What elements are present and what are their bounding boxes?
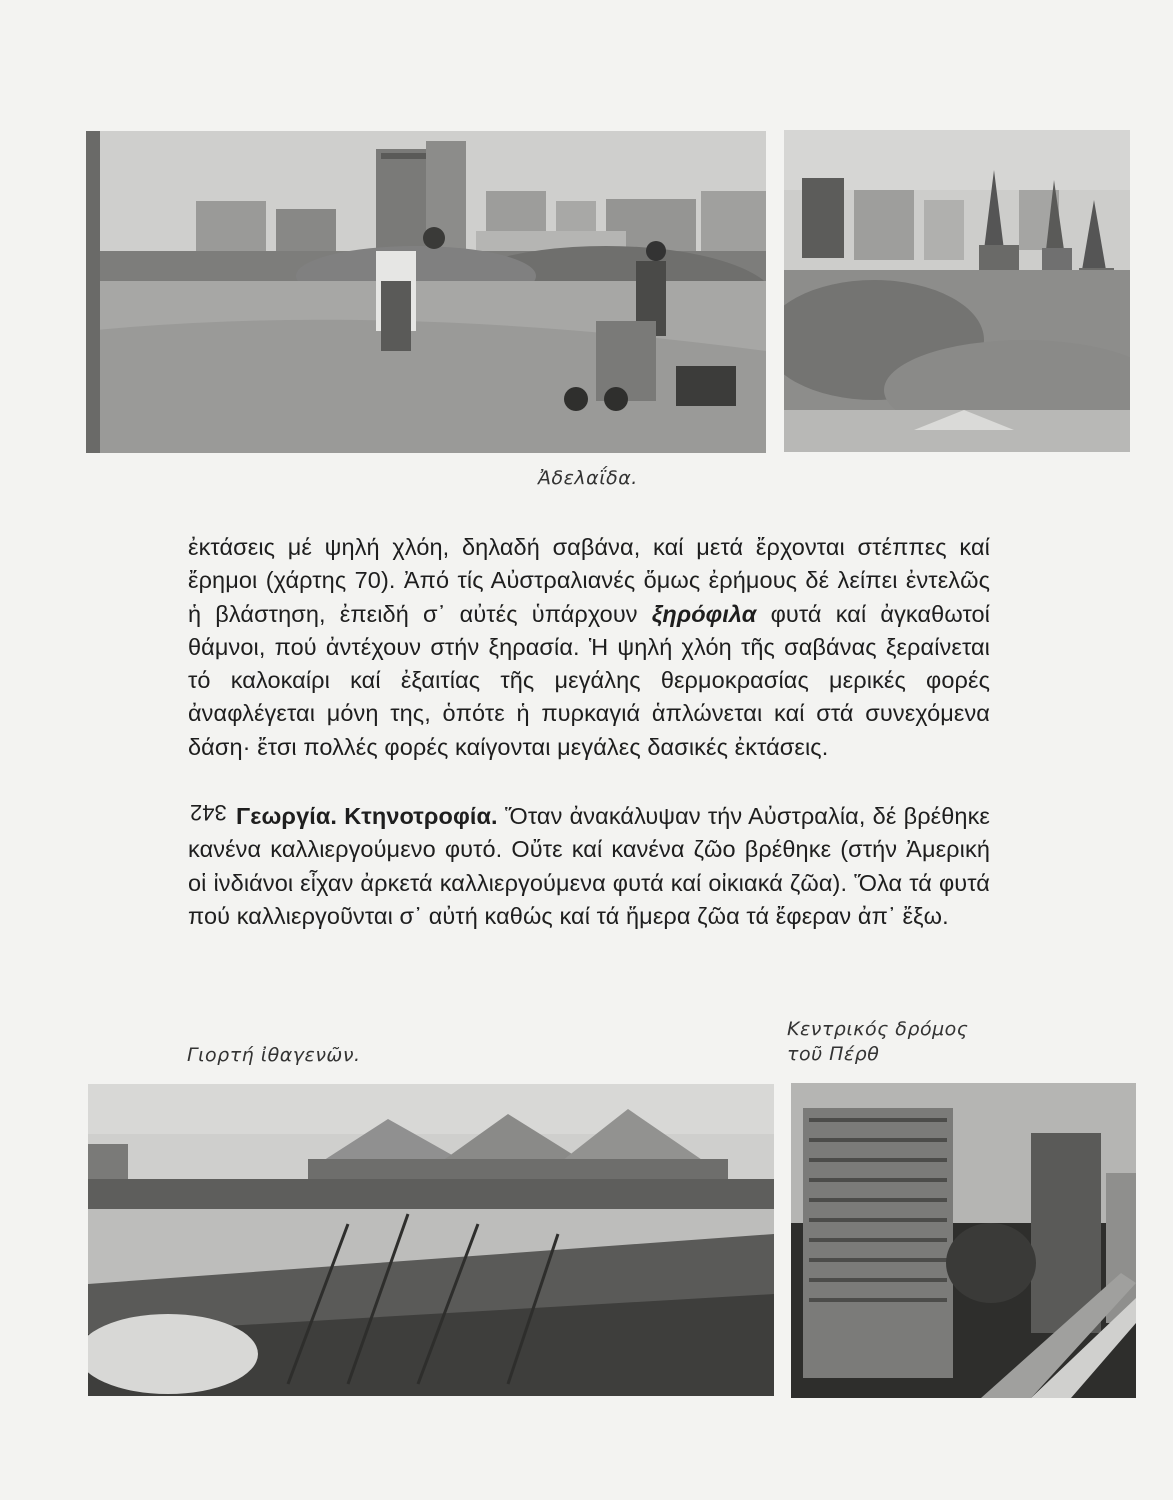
caption-adelaide: Ἀδελαΐδα.	[538, 467, 638, 489]
caption-perth-line2: τοῦ Πέρθ	[787, 1043, 880, 1065]
city-skyline-golf-icon	[86, 131, 766, 453]
native-festival-photo	[88, 1084, 774, 1396]
night-street-icon	[791, 1083, 1136, 1398]
paragraph-agriculture	[188, 800, 990, 933]
paragraph-agriculture-text: Ὅταν ἀνακάλυψαν τήν Αὐστραλία, δέ βρέθηκε κανένα καλλιεργούμενο φυτό. Οὔτε καί κανένα ζῶο βρέθηκε (στήν Ἀμερική οἱ ἰνδιάνοι εἶχαν ἀρκετά καλλιεργούμενα φυτά καί οἰκιακά ζῶα). Ὅλα τά φυτά πού καλλιεργοῦνται σ᾽ αὐτή καθώς καί τά ἥμερα ζῶα τά ἔφεραν ἀπ᾽ ἔξω.	[188, 803, 991, 929]
paragraph-savanna	[188, 531, 990, 764]
page-number: 342	[190, 800, 227, 825]
adelaide-golf-photo	[86, 131, 766, 453]
crowd-festival-icon	[88, 1084, 774, 1396]
caption-perth	[787, 1017, 968, 1067]
cathedral-icon	[784, 130, 1130, 452]
section-heading-agriculture: Γεωργία. Κτηνοτροφία.	[236, 803, 498, 830]
keyword-xerophile: ξηρόφιλα	[651, 600, 757, 627]
perth-street-photo	[791, 1083, 1136, 1398]
paragraph-savanna-part1: ἐκτάσεις μέ ψηλή χλόη, δηλαδή σαβάνα, καί μετά ἔρχονται στέππες καί ἔρημοι (χάρτης 70). Ἀπό τίς Αὐστραλιανές ὅμως ἐρήμους δέ λείπει ἐντελῶς ἡ βλάστηση, ἐπειδή σ᾽ αὐτές ὑπάρχουν	[188, 534, 990, 627]
adelaide-cathedral-photo	[784, 130, 1130, 452]
paragraph-savanna-part2: φυτά καί ἀγκαθωτοί θάμνοι, πού ἀντέχουν στήν ξηρασία. Ἡ ψηλή χλόη τῆς σαβάνας ξεραίνεται τό καλοκαίρι καί ἐξαιτίας τῆς μεγάλης θερμοκρασίας μερικές φορές ἀναφλέγεται μόνη της, ὁπότε ἡ πυρκαγιά ἁπλώνεται καί στά συνεχόμενα δάση· ἔτσι πολλές φορές καίγονται μεγάλες δασικές ἐκτάσεις.	[188, 600, 990, 760]
caption-perth-line1: Κεντρικός δρόμος	[787, 1018, 969, 1040]
body-text	[188, 531, 990, 933]
caption-festival: Γιορτή ἰθαγενῶν.	[187, 1044, 361, 1066]
